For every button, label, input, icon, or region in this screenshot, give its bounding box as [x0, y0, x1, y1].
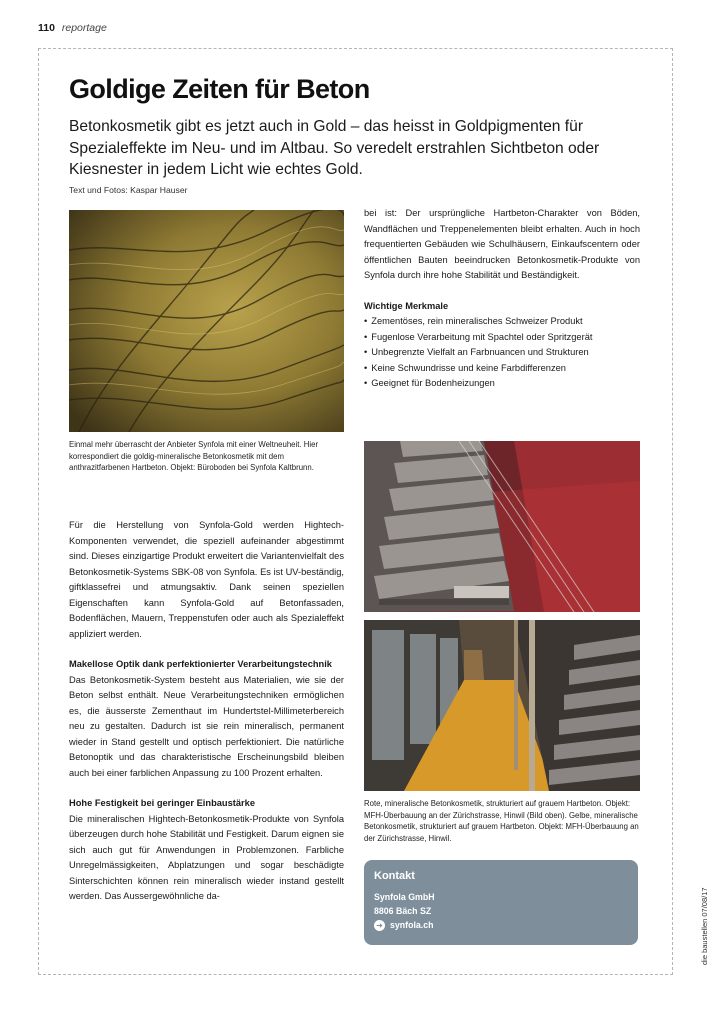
feature-item: • Keine Schwundrisse und keine Farbdifferenzen [364, 361, 640, 377]
contact-address: 8806 Bäch SZ [374, 906, 432, 916]
heading-optik: Makellose Optik dank perfektionierter Verarbeitungstechnik [69, 659, 332, 669]
paragraph-1: Für die Herstellung von Synfola-Gold werden Hightech-Komponenten verwendet, die speziell aufeinander abgestimmt sind. Dieses einzigartige Produkt erweitert die Variantenvielfalt des Betonkosmetik-Systems SBK-08 von Synfola. Es ist UV-beständig, giftklassefrei und atmungsaktiv. Dank seinen speziellen Eigenschaften kann Synfola-Gold auf Betonfassaden, Bodenflächen, Mauern, Treppenstufen oder auch als Spezialeffekt appliziert werden. [69, 520, 344, 639]
heading-festigkeit: Hohe Festigkeit bei geringer Einbaustärke [69, 798, 255, 808]
contact-title: Kontakt [374, 870, 415, 882]
page-number: 110 [38, 22, 55, 34]
feature-item: • Zementöses, rein mineralisches Schweizer Produkt [364, 314, 640, 330]
paragraph-3-start: Die mineralischen Hightech-Betonkosmetik-Produkte von Synfola überzeugen durch hohe Stabilität und Festigkeit. Darum eignen sie sich auch gut für Anwendungen in Problemzonen. Farbliche Unregelmässigkeiten, Abplatzungen und sogar beschädigte Sinterschichten können rein mineralisch wieder instand gestellt werden. Das Aussergewöhnliche da- [69, 813, 344, 901]
paragraph-3-continued: bei ist: Der ursprüngliche Hartbeton-Charakter von Böden, Wandflächen und Treppenelementen bleibt erhalten. Auch in hoch frequentierten Gebäuden wie Schulhäusern, Einkaufscentern oder öffentlichen Bauten beeindrucken Betonkosmetik-Produkte von Synfola durch ihre hohe Stabilität und Beständigkeit. [364, 208, 640, 280]
section-label: reportage [61, 22, 107, 34]
feature-item: • Unbegrenzte Vielfalt an Farbnuancen und Strukturen [364, 345, 640, 361]
contact-company: Synfola GmbH [374, 892, 435, 902]
red-stairs-photo [364, 441, 640, 612]
caption-gold-photo: Einmal mehr überrascht der Anbieter Synfola mit einer Weltneuheit. Hier korrespondiert die goldig-mineralische Betonkosmetik mit dem anthrazitfarbenen Hartbeton. Objekt: Büroboden bei Synfola Kaltbrunn. [69, 440, 319, 472]
right-column [364, 206, 640, 392]
contact-website[interactable]: synfola.ch [390, 920, 434, 930]
yellow-corridor-photo [364, 620, 640, 791]
byline: Text und Fotos: Kaspar Hauser [69, 185, 188, 195]
gold-texture-photo [69, 210, 344, 432]
caption-stairs-photos: Rote, mineralische Betonkosmetik, strukturiert auf grauem Hartbeton. Objekt: MFH-Überbauung an der Zürichstrasse, Hinwil (Bild oben). Gelbe, mineralische Betonkosmetik, strukturiert auf grauem Hartbeton. Objekt: MFH-Überbauung an der Zürichstrasse, Hinwil. [364, 799, 639, 843]
page-header [38, 22, 107, 34]
arrow-right-icon: ➜ [374, 920, 385, 931]
contact-website-link[interactable] [374, 918, 628, 932]
article-title: Goldige Zeiten für Beton [69, 74, 370, 104]
paragraph-2: Das Betonkosmetik-System besteht aus Materialien, wie sie der Beton selbst enthält. Neue Verarbeitungstechniken ermöglichen es, die äusserste Zementhaut im Hundertstel-Millimeterbereich neu zu gestalten. Dadurch ist sie rein mineralisch, permanent wieder in Stand gestellt und optisch perfektioniert. Die natürliche Betonoptik und das charakteristische Erscheinungsbild bleiben auch bei einer farblichen Anpassung zu 100 Prozent erhalten. [69, 674, 344, 778]
left-column [69, 518, 344, 905]
contact-box [364, 860, 638, 945]
feature-item: • Fugenlose Verarbeitung mit Spachtel oder Spritzgerät [364, 330, 640, 346]
features-list [364, 314, 640, 392]
feature-item: • Geeignet für Bodenheizungen [364, 376, 640, 392]
features-title: Wichtige Merkmale [364, 300, 449, 311]
article-lead: Betonkosmetik gibt es jetzt auch in Gold – das heisst in Goldpigmenten für Spezialeffekte im Neu- und im Altbau. So veredelt erstrahlen Sichtbeton oder Kiesnester in jedem Licht wie echtes Gold. [69, 118, 600, 178]
issue-mark: die baustellen 07/08/17 [700, 887, 709, 965]
